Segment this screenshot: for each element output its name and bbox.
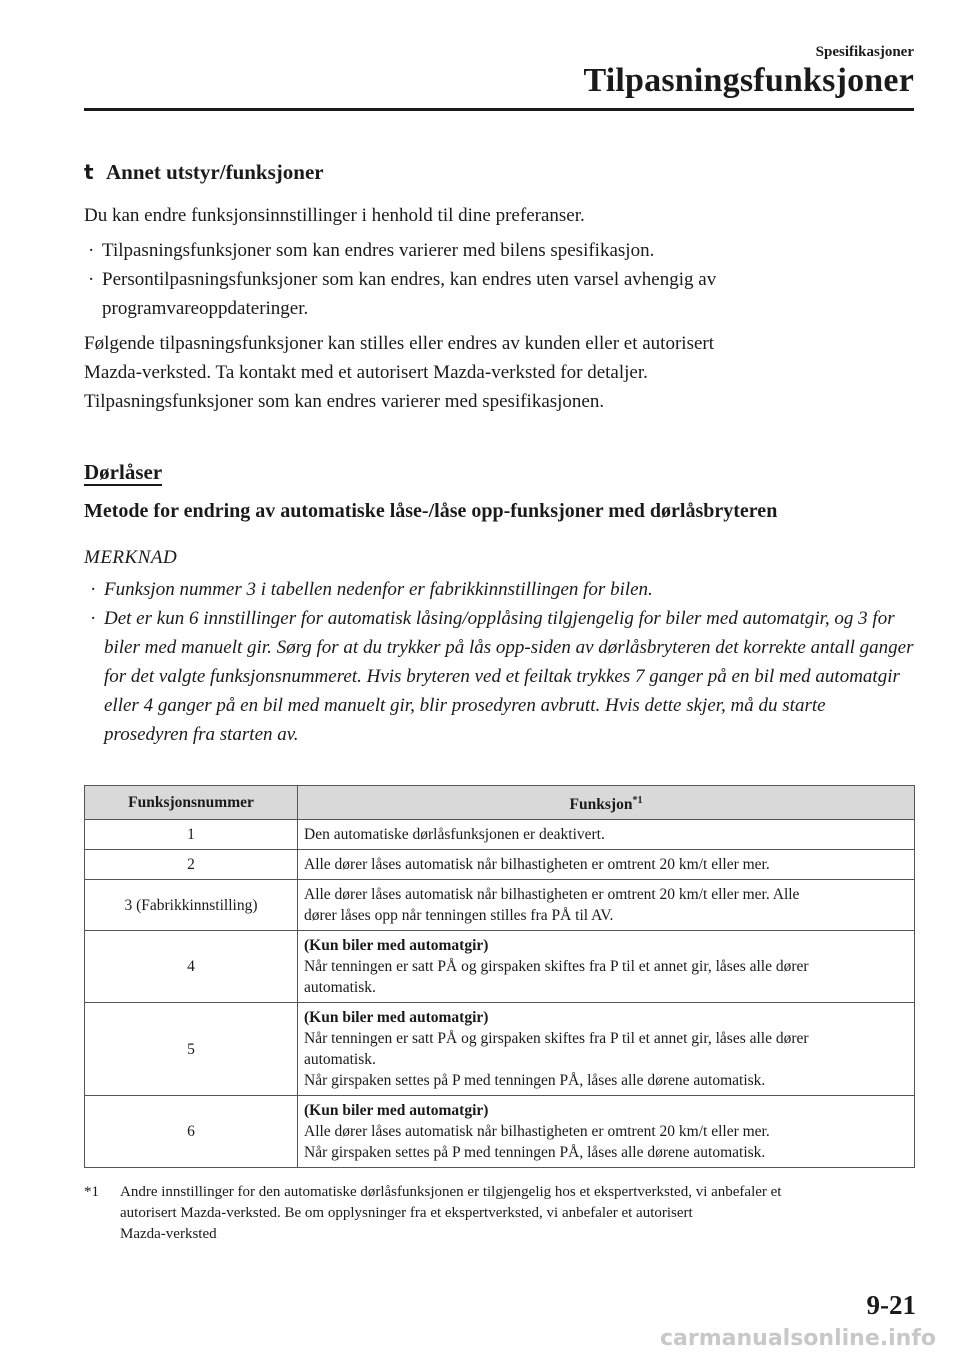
watermark: carmanualsonline.info [660, 1326, 936, 1351]
list-item [84, 604, 914, 749]
description-line: Når tenningen er satt PÅ og girspaken skiftes fra P til et annet gir, låses alle dører [304, 1030, 809, 1048]
note-text: Funksjon nummer 3 i tabellen nedenfor er fabrikkinnstillingen for bilen. [104, 579, 653, 600]
header-section-label: Spesifikasjoner [815, 44, 914, 60]
function-number: 4 [85, 931, 298, 1003]
table-row [85, 1003, 915, 1096]
description-line: dører låses opp når tenningen stilles fra PÅ til AV. [304, 907, 614, 925]
function-number: 3 (Fabrikkinnstilling) [85, 880, 298, 931]
table-row [85, 820, 915, 850]
paragraph-line: Tilpasningsfunksjoner som kan endres varierer med spesifikasjonen. [84, 391, 605, 412]
list-item [84, 265, 914, 323]
page-number: 9-21 [866, 1290, 916, 1320]
description-line: automatisk. [304, 1051, 376, 1069]
footnote [84, 1182, 914, 1245]
section-marker-icon: t [84, 160, 94, 184]
table-header-row [85, 786, 915, 820]
function-number: 5 [85, 1003, 298, 1096]
bullet-text: Persontilpasningsfunksjoner som kan endres, kan endres uten varsel avhengig av programvareoppdateringer. [102, 269, 717, 319]
function-description [298, 820, 915, 850]
note-list [84, 575, 914, 749]
door-locks-heading: Dørlåser [84, 460, 163, 484]
table-row [85, 850, 915, 880]
main-content [84, 160, 914, 749]
header-rule [84, 108, 914, 111]
function-description [298, 1003, 915, 1096]
function-number: 1 [85, 820, 298, 850]
description-line: Alle dører låses automatisk når bilhastigheten er omtrent 20 km/t eller mer. [304, 1123, 770, 1141]
function-description [298, 880, 915, 931]
column-header-number: Funksjonsnummer [85, 786, 298, 820]
column-header-function-text: Funksjon [569, 796, 633, 814]
method-heading: Metode for endring av automatiske låse-/låse opp-funksjoner med dørlåsbryteren [84, 500, 778, 522]
bullet-icon: · [88, 240, 95, 261]
note-text: Det er kun 6 innstillinger for automatisk låsing/opplåsing tilgjengelig for biler med automatgir, og 3 for biler med manuelt gir. Sørg for at du trykker på lås opp-siden av dørlåsbryteren det korrekte antall ganger for det valgte funksjonsnummeret. Hvis bryteren ved et feiltak trykkes 7 ganger på en bil med automatgir eller 4 ganger på en bil med manuelt gir, blir prosedyren avbrutt. Hvis dette skjer, må du starte prosedyren fra starten av. [104, 608, 914, 745]
description-line: Når girspaken settes på P med tenningen PÅ, låses alle dørene automatisk. [304, 1144, 766, 1162]
description-line: automatisk. [304, 979, 376, 997]
section-heading-text: Annet utstyr/funksjoner [106, 160, 324, 184]
customization-paragraph [84, 329, 914, 416]
paragraph-line: Mazda-verksted. Ta kontakt med et autorisert Mazda-verksted for detaljer. [84, 362, 648, 383]
paragraph-line: Følgende tilpasningsfunksjoner kan stilles eller endres av kunden eller et autorisert [84, 333, 714, 354]
info-bullets [84, 236, 914, 323]
table-row [85, 1096, 915, 1168]
table-row [85, 931, 915, 1003]
list-item [84, 236, 914, 265]
bullet-icon: · [88, 269, 95, 290]
description-condition: (Kun biler med automatgir) [304, 937, 489, 955]
function-description [298, 850, 915, 880]
footnote-line: Andre innstillinger for den automatiske dørlåsfunksjonen er tilgjengelig hos et ekspertverksted, vi anbefaler et [120, 1184, 782, 1200]
bullet-icon: · [90, 608, 97, 629]
description-line: Når girspaken settes på P med tenningen PÅ, låses alle dørene automatisk. [304, 1072, 766, 1090]
description-line: Alle dører låses automatisk når bilhastigheten er omtrent 20 km/t eller mer. Alle [304, 886, 800, 904]
function-number: 2 [85, 850, 298, 880]
bullet-icon: · [90, 579, 97, 600]
description-line: Den automatiske dørlåsfunksjonen er deaktivert. [304, 826, 605, 844]
description-condition: (Kun biler med automatgir) [304, 1009, 489, 1027]
footnote-line: Mazda-verksted [120, 1226, 217, 1242]
function-table [84, 785, 915, 1168]
bullet-text: Tilpasningsfunksjoner som kan endres varierer med bilens spesifikasjon. [102, 240, 655, 261]
description-line: Når tenningen er satt PÅ og girspaken skiftes fra P til et annet gir, låses alle dører [304, 958, 809, 976]
page-title: Tilpasningsfunksjoner [583, 62, 914, 99]
list-item [84, 575, 914, 604]
footnote-line: autorisert Mazda-verksted. Be om opplysninger fra et ekspertverksted, vi anbefaler et autorisert [120, 1205, 693, 1221]
function-description [298, 931, 915, 1003]
column-header-function [298, 786, 915, 820]
table-row [85, 880, 915, 931]
function-number: 6 [85, 1096, 298, 1168]
footnote-ref: *1 [632, 795, 643, 806]
description-condition: (Kun biler med automatgir) [304, 1102, 489, 1120]
footnote-text [120, 1182, 781, 1245]
intro-text: Du kan endre funksjonsinnstillinger i henhold til dine preferanser. [84, 205, 585, 226]
note-title: MERKNAD [84, 547, 178, 568]
description-line: Alle dører låses automatisk når bilhastigheten er omtrent 20 km/t eller mer. [304, 856, 770, 874]
section-heading [84, 160, 914, 185]
function-description [298, 1096, 915, 1168]
footnote-mark: *1 [84, 1184, 99, 1200]
